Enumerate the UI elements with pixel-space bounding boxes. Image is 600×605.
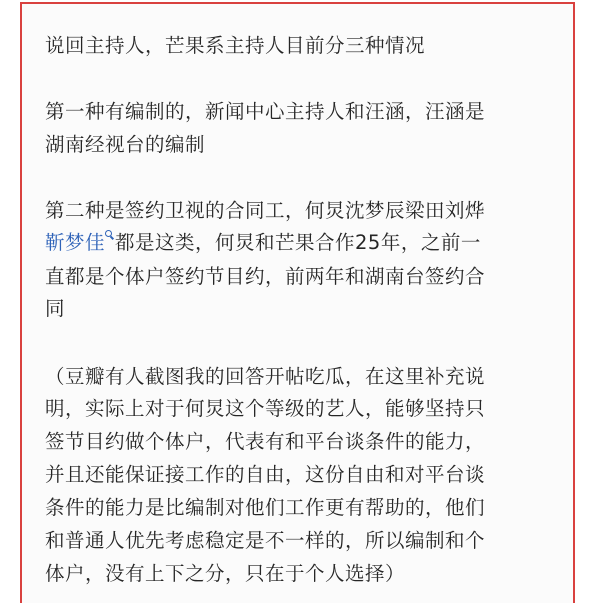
- paragraph-3-line-1: 第二种是签约卫视的合同工，何炅沈梦辰梁田刘烨: [45, 199, 486, 222]
- paragraph-4-line-5: 条件的能力是比编制对他们工作更有帮助的，他们: [45, 496, 486, 519]
- paragraph-1-line-1: 说回主持人，芒果系主持人目前分三种情况: [45, 34, 426, 57]
- paragraph-3-line-4: 同: [45, 297, 66, 320]
- search-icon[interactable]: [105, 230, 114, 242]
- paragraph-4-line-2: 明，实际上对于何炅这个等级的艺人，能够坚持只: [45, 397, 486, 420]
- person-link[interactable]: [45, 231, 115, 254]
- paragraph-4-line-1: （豆瓣有人截图我的回答开帖吃瓜，在这里补充说: [45, 365, 486, 388]
- paragraph-2-line-1: 第一种有编制的，新闻中心主持人和汪涵，汪涵是: [45, 100, 486, 123]
- paragraph-2-line-2: 湖南经视台的编制: [45, 133, 206, 156]
- paragraph-4-line-7: 体户，没有上下之分，只在于个人选择）: [45, 562, 406, 585]
- paragraph-4-line-6: 和普通人优先考虑稳定是不一样的，所以编制和个: [45, 529, 486, 552]
- person-link-text[interactable]: 靳梦佳: [45, 231, 106, 254]
- paragraph-3-line-3: 直都是个体户签约节目约，前两年和湖南台签约合: [45, 265, 486, 288]
- paragraph-4-line-4: 并且还能保证接工作的自由，这份自由和对平台谈: [45, 463, 486, 486]
- paragraph-4-line-3: 签节目约做个体户，代表有和平台谈条件的能力，: [45, 430, 486, 453]
- paragraph-3-line-2-text: 都是这类，何炅和芒果合作25年，之前一: [115, 231, 481, 254]
- paragraph-3-line-2: [45, 228, 481, 258]
